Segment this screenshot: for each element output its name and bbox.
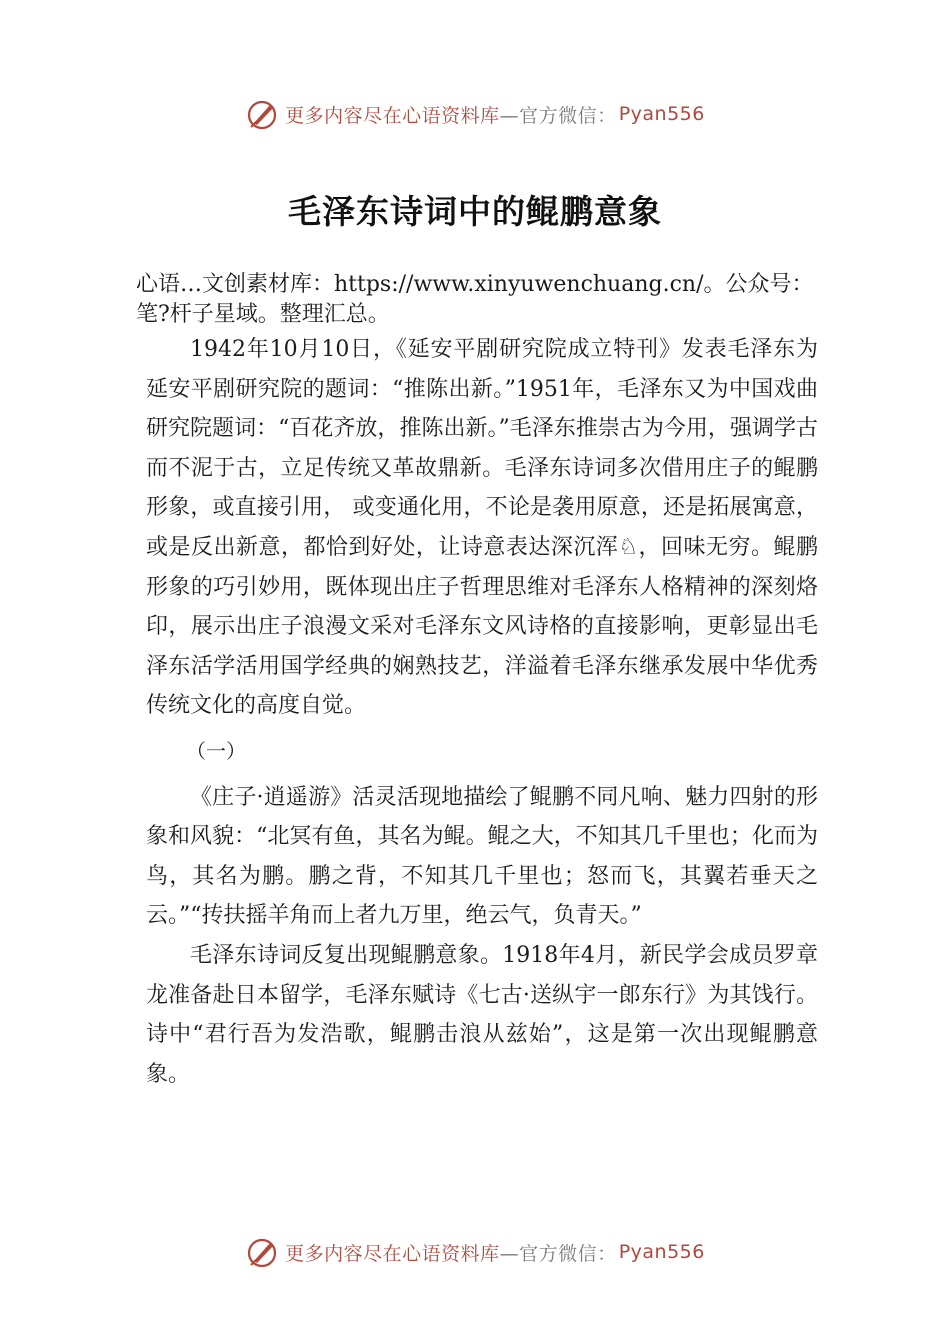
source-line: 心语…文创素材库：https://www.xinyuwenchuang.cn/。公众号：笔?杆子星域。整理汇总。: [136, 272, 814, 327]
document-body: [146, 330, 818, 1094]
banner-sub-text: —官方微信：: [499, 1242, 617, 1265]
banner-main-text: 更多内容尽在心语资料库: [285, 1242, 500, 1265]
section-heading: （一）: [186, 738, 246, 763]
banner-sub-text: —官方微信：: [499, 104, 617, 127]
paragraph-poem-1918: 毛泽东诗词反复出现鲲鹏意象。1918年4月，新民学会成员罗章龙准备赴日本留学，毛泽东赋诗《七古·送纵宇一郎东行》为其饯行。诗中“君行吾为发浩歌，鲲鹏击浪从兹始”，这是第一次出现鲲鹏意象。: [146, 942, 818, 1087]
quill-seal-icon: [245, 1235, 279, 1269]
paragraph-zhuangzi: 《庄子·逍遥游》活灵活现地描绘了鲲鹏不同凡响、魅力四射的形象和风貌：“北冥有鱼，其名为鲲。鲲之大，不知其几千里也；化而为鸟，其名为鹏。鹏之背，不知其几千里也；怒而飞，其翼若垂天之云。”“抟扶摇羊角而上者九万里，绝云气，负青天。”: [146, 784, 818, 929]
banner-wechat-id: Pyan556: [618, 1241, 705, 1263]
banner-wechat-id: Pyan556: [618, 103, 705, 125]
document-title: 毛泽东诗词中的鲲鹏意象: [288, 192, 662, 231]
footer-watermark-banner: [0, 1232, 950, 1272]
paragraph-intro: 1942年10月10日，《延安平剧研究院成立特刊》发表毛泽东为延安平剧研究院的题词：“推陈出新。”1951年，毛泽东又为中国戏曲研究院题词：“百花齐放，推陈出新。”毛泽东推崇古为今用，强调学古而不泥于古，立足传统又革故鼎新。毛泽东诗词多次借用庄子的鲲鹏形象，或直接引用， 或变通化用，不论是袭用原意，还是拓展寓意，或是反出新意，都恰到好处，让诗意表达深沉浑♘，回味无穷。鲲鹏形象的巧引妙用，既体现出庄子哲理思维对毛泽东人格精神的深刻烙印，展示出庄子浪漫文采对毛泽东文风诗格的直接影响，更彰显出毛泽东活学活用国学经典的娴熟技艺，洋溢着毛泽东继承发展中华优秀传统文化的高度自觉。: [146, 337, 818, 719]
quill-seal-icon: [245, 97, 279, 131]
header-watermark-banner: [0, 94, 950, 134]
banner-main-text: 更多内容尽在心语资料库: [285, 104, 500, 127]
